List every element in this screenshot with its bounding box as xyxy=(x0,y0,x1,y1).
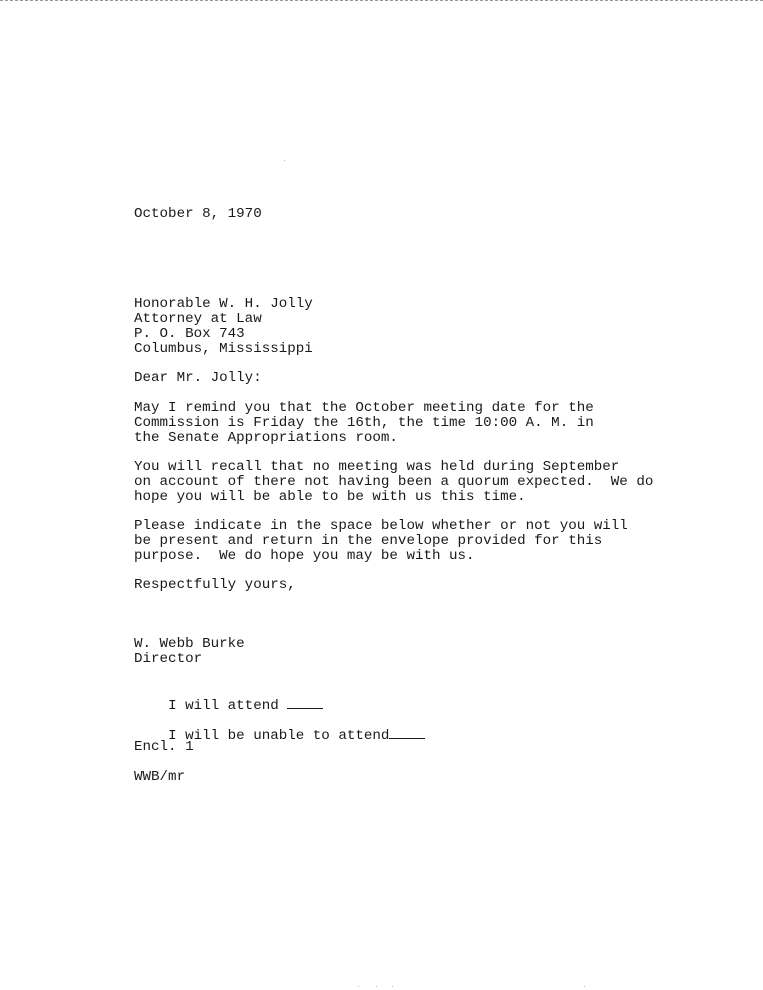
recipient-line-name: Honorable W. H. Jolly xyxy=(134,296,313,312)
paper-speck xyxy=(358,986,359,987)
paragraph-september-recall: You will recall that no meeting was held during September on account of there not having been a quorum expected. We do hope you will be able to be with us this time. xyxy=(134,459,654,505)
reference-initials: WWB/mr xyxy=(134,769,186,785)
paper-speck xyxy=(392,986,393,987)
paragraph-meeting-date: May I remind you that the October meeting date for the Commission is Friday the 16th, the time 10:00 A. M. in the Senate Appropriations room. xyxy=(134,400,594,446)
attend-blank xyxy=(287,696,323,709)
paper-speck xyxy=(584,986,585,987)
salutation: Dear Mr. Jolly: xyxy=(134,370,262,386)
closing: Respectfully yours, xyxy=(134,577,296,593)
letter-date: October 8, 1970 xyxy=(134,206,262,222)
recipient-line-box: P. O. Box 743 xyxy=(134,326,245,342)
attend-label: I will attend xyxy=(168,698,279,714)
unable-label: I will be unable to attend xyxy=(168,728,390,744)
paragraph-attendance-request: Please indicate in the space below whether or not you will be present and return in the envelope provided for this purpose. We do hope you may be with us. xyxy=(134,518,628,564)
recipient-line-city: Columbus, Mississippi xyxy=(134,341,313,357)
unable-blank xyxy=(389,726,425,739)
enclosure-note: Encl. 1 xyxy=(134,739,194,755)
paper-speck xyxy=(284,160,285,161)
signer-title: Director xyxy=(134,651,203,667)
recipient-line-title: Attorney at Law xyxy=(134,311,262,327)
signer-name: W. Webb Burke xyxy=(134,636,245,652)
paper-speck xyxy=(376,986,377,987)
page-top-border xyxy=(0,0,763,1)
